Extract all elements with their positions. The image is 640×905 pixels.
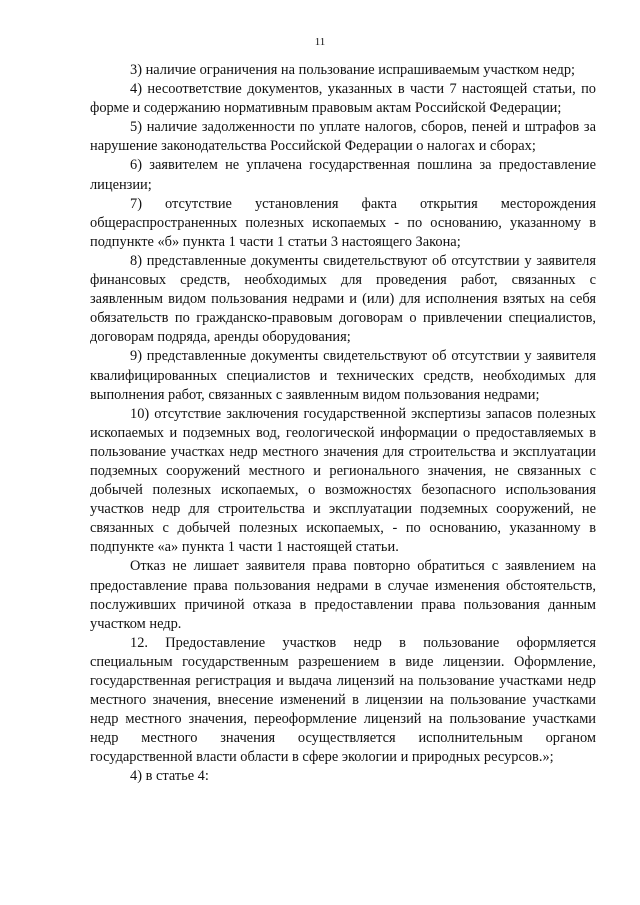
paragraph-item-9: 9) представленные документы свидетельствуют об отсутствии у заявителя квалифицированных специалистов и технических средств, необходимых для выполнения работ, связанных с заявленным видом пользования недрами;: [90, 348, 596, 403]
paragraph-item-6: 6) заявителем не уплачена государственная пошлина за предоставление лицензии;: [90, 157, 596, 193]
paragraph-article-4: 4) в статье 4:: [130, 768, 209, 785]
paragraph-item-7: 7) отсутствие установления факта открытия месторождения общераспространенных полезных ископаемых - по основанию, указанному в подпункте «б» пункта 1 части 1 статьи 3 настоящего Закона;: [90, 195, 596, 250]
paragraph-item-10: 10) отсутствие заключения государственной экспертизы запасов полезных ископаемых и подземных вод, геологической информации о предоставляемых в пользование участках недр местного значения для строительства и эксплуатации подземных сооружений местного и регионального значения, не связанных с добычей полезных ископаемых, о возможностях безопасного использования участков недр для строительства и эксплуатации подземных сооружений, не связанных с добычей полезных ископаемых, - по основанию, указанному в подпункте «а» пункта 1 части 1 настоящей статьи.: [90, 405, 596, 556]
page-number: 11: [314, 36, 326, 48]
paragraph-refusal-note: Отказ не лишает заявителя права повторно обратиться с заявлением на предоставление права пользования недрами в случае изменения обстоятельств, послуживших причиной отказа в предоставлении права пользования данным участком недр.: [90, 558, 596, 632]
paragraph-item-3: 3) наличие ограничения на пользование испрашиваемым участком недр;: [130, 62, 576, 78]
paragraph-item-4: 4) несоответствие документов, указанных в части 7 настоящей статьи, по форме и содержанию нормативным правовым актам Российской Федерации;: [90, 81, 596, 117]
document-body: [90, 61, 596, 787]
paragraph-item-5: 5) наличие задолженности по уплате налогов, сборов, пеней и штрафов за нарушение законодательства Российской Федерации о налогах и сборах;: [90, 119, 596, 155]
paragraph-section-12: 12. Предоставление участков недр в пользование оформляется специальным государственным разрешением в виде лицензии. Оформление, государственная регистрация и выдача лицензий на пользование участками недр местного значения, внесение изменений в лицензии на пользование участками недр местного значения, переоформление лицензий на пользование участками недр местного значения осуществляется исполнительным органом государственной власти области в сфере экологии и природных ресурсов.»;: [90, 634, 596, 766]
paragraph-item-8: 8) представленные документы свидетельствуют об отсутствии у заявителя финансовых средств, необходимых для проведения работ, связанных с заявленным видом пользования недрами и (или) для исполнения взятых на себя обязательств по гражданско-правовым договорам о привлечении специалистов, договорам подряда, аренды оборудования;: [90, 252, 596, 346]
